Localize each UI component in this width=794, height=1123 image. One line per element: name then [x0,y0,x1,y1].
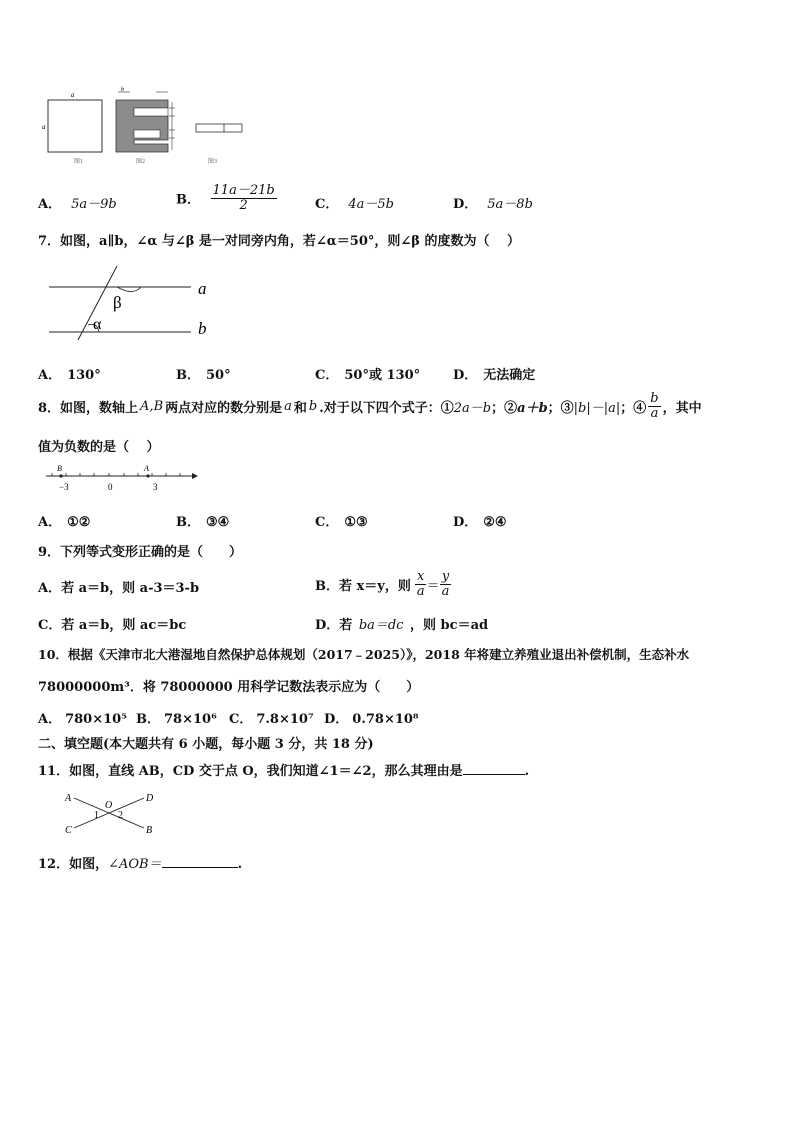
q6-fig2-slot-1 [134,108,168,116]
q8-option-c-text: ①③ [344,515,368,530]
q8-option-c[interactable] [315,511,368,530]
q7-option-d-text: 无法确定 [483,368,536,383]
q10-option-b-text: 78×10⁶ [164,712,217,727]
q7-option-d-label: D． [453,368,478,383]
q10-option-a-label: A． [38,712,62,727]
q11-stem-pre: 11．如图，直线 AB，CD 交于点 O，我们知道∠1＝∠2，那么其理由是 [38,764,463,779]
q7-label-beta: β [113,293,122,312]
q8-label-a: A [144,464,149,473]
q6-fig1-square [48,100,102,152]
q7-option-c[interactable] [315,364,420,383]
q7-stem: 7．如图，a∥b，∠α 与∠β 是一对同旁内角，若∠α＝50°，则∠β 的度数为（ ） [38,234,520,249]
q9-option-d-math: ba＝dc [358,618,404,633]
q12-stem-math: ∠AOB＝ [108,857,162,872]
q9-option-b-equals: ＝ [426,578,440,594]
q8-sep-3: ；④ [620,400,647,416]
q8-stem-and: 和 [293,400,307,416]
q11-stem-post: . [524,764,530,779]
q7-label-b: b [198,319,207,338]
q10-option-b-label: B． [136,712,160,727]
q8-expr-1: 2a－b [453,400,492,416]
q8-option-c-label: C． [315,515,339,530]
q8-stem-a: a [284,398,292,414]
q8-stem-part2: 两点对应的数分别是 [165,400,283,416]
q7-option-a-label: A． [38,368,62,383]
q11-figure [60,788,170,838]
q8-stem-line2: 值为负数的是（ ） [38,440,160,455]
q8-option-a[interactable] [38,511,90,530]
q6-option-b[interactable] [176,184,277,212]
q6-option-d-text: 5a－8b [487,197,533,212]
q10-option-d-text: 0.78×10⁸ [352,712,419,727]
q9-option-d-post: ，则 bc＝ad [410,618,489,633]
q6-fig2-b-left: b [121,87,124,93]
q8-number-line [42,463,202,495]
q7-option-c-label: C． [315,368,339,383]
q10-option-c-text: 7.8×10⁷ [256,712,314,727]
q10-option-d-label: D． [324,712,349,727]
q8-option-a-label: A． [38,515,62,530]
q7-option-b-text: 50° [206,368,231,383]
q6-option-c-label: C． [315,197,339,212]
q8-expr-2: a＋b [517,400,548,416]
q6-option-d[interactable] [453,193,533,212]
q6-figures [38,86,258,166]
q10-option-d[interactable] [324,708,419,727]
q6-option-c-text: 4a－5b [348,197,394,212]
q11-answer-blank[interactable] [463,762,525,775]
q10-option-b[interactable] [136,708,217,727]
q8-label-b: B [57,464,62,473]
q10-option-a-text: 780×10⁵ [65,712,127,727]
q6-option-a-label: A． [38,197,62,212]
q12-stem [38,853,242,872]
q6-option-d-label: D． [453,197,478,212]
q6-fig1-label-a-left: a [42,123,46,131]
q11-stem [38,760,529,779]
q10-option-a[interactable] [38,708,127,727]
q8-fraction-numerator: b [650,391,659,406]
q9-option-b-a2: a [441,583,450,599]
q11-label-b: B [146,825,153,836]
q8-stem-b: b [308,398,318,414]
q8-point-b [59,474,62,477]
q10-stem-line2: 78000000m³．将 78000000 用科学记数法表示应为（ ） [38,680,420,695]
q6-fig1-caption: 图1 [74,159,84,165]
q6-fig3-strip [196,124,242,132]
q8-expr-3: |b|－|a| [573,400,621,416]
q9-option-b-fraction-left [415,570,427,598]
q7-option-d[interactable] [453,364,535,383]
q6-fig1-label-a-top: a [71,91,75,99]
q9-option-c[interactable]: C．若 a＝b，则 ac＝bc [38,618,187,633]
q9-option-b-y: y [441,569,450,584]
q6-fig2-slot-2 [134,130,160,138]
q8-tick-label-0: 0 [108,482,113,492]
q12-stem-pre: 12．如图， [38,857,109,872]
q11-label-c: C [65,825,72,836]
q8-option-d-text: ②④ [483,515,507,530]
q10-stem-line1: 10．根据《天津市北大港湿地自然保护总体规划（2017﹣2025）》，2018 年将建立养殖业退出补偿机制，生态补水 [38,647,690,662]
q8-stem-tail: ，其中 [662,400,702,416]
q9-option-b[interactable] [315,570,451,598]
q7-option-b-label: B． [176,368,200,383]
q7-option-a-text: 130° [67,368,101,383]
q8-option-b-text: ③④ [206,515,230,530]
q12-answer-blank[interactable] [162,855,238,868]
q8-stem-line1 [38,392,702,420]
q8-fraction-denominator: a [650,405,659,421]
q9-option-b-fraction-right [440,570,452,598]
q6-option-b-fraction [211,184,277,212]
q8-option-b[interactable] [176,511,229,530]
q9-option-b-a1: a [416,583,425,599]
q8-point-a [146,474,149,477]
q8-tick-label-3: 3 [153,482,158,492]
q8-option-d[interactable] [453,511,507,530]
q8-stem-part1: 8．如图，数轴上 [38,400,139,416]
q9-option-d[interactable] [315,614,488,633]
q8-stem-ab: A,B [140,398,164,414]
q8-option-a-text: ①② [67,515,91,530]
q6-fig2-caption: 图2 [136,159,146,165]
q11-label-d: D [146,793,154,804]
q6-option-b-denominator: 2 [239,197,248,213]
q6-option-b-label: B． [176,192,200,208]
q8-tick-label-m3: −3 [59,482,69,492]
q6-fig3-caption: 图3 [208,159,218,165]
q9-stem: 9．下列等式变形正确的是（ ） [38,545,243,560]
q8-fraction-b-over-a [648,392,660,420]
q7-label-a: a [198,279,207,298]
q6-option-a[interactable] [38,193,117,212]
q8-sep-1: ；② [491,400,518,416]
q8-option-d-label: D． [453,515,478,530]
q11-label-o: O [105,800,113,811]
q7-label-alpha: α [93,316,102,333]
q9-option-b-x: x [417,569,425,584]
q7-option-c-text: 50°或 130° [344,368,421,383]
q6-option-b-numerator: 11a－21b [212,183,275,198]
q12-stem-post: . [237,857,243,872]
q9-option-a[interactable]: A．若 a＝b，则 a-3＝3-b [38,581,200,596]
q10-option-c-label: C． [229,712,253,727]
q11-label-a: A [65,793,72,804]
q9-option-b-pre: B．若 x＝y，则 [315,578,411,594]
q7-option-a[interactable] [38,364,101,383]
q11-label-1: 1 [94,810,99,821]
q10-option-c[interactable] [229,708,314,727]
q11-label-2: 2 [118,810,123,821]
q9-option-d-pre: D．若 [315,618,353,633]
q6-option-a-text: 5a－9b [71,197,117,212]
q7-option-b[interactable] [176,364,231,383]
q7-figure [45,262,220,342]
q8-option-b-label: B． [176,515,200,530]
q6-option-c[interactable] [315,193,394,212]
section-2-title: 二、填空题(本大题共有 6 小题，每小题 3 分，共 18 分) [38,737,374,752]
q8-sep-2: ；③ [547,400,574,416]
q8-stem-part3: .对于以下四个式子：① [319,400,454,416]
